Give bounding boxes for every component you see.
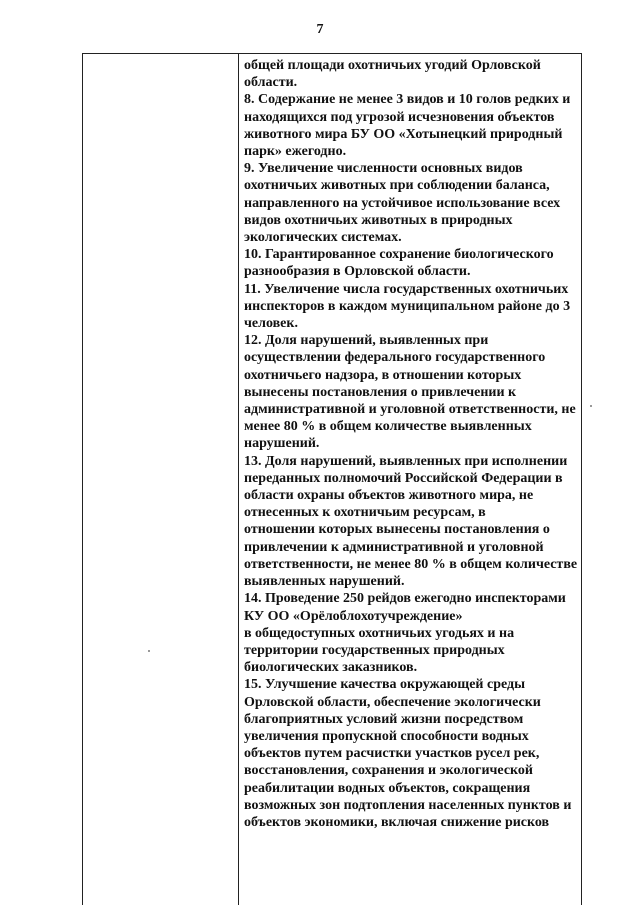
text-line: осуществлении федерального государственного <box>244 350 546 366</box>
text-line: отношении которых вынесены постановления о <box>244 522 550 538</box>
table-left-column <box>83 54 239 905</box>
text-line: восстановления, сохранения и экологической <box>244 763 533 779</box>
text-line: нарушений. <box>244 436 320 452</box>
text-line: 10. Гарантированное сохранение биологического <box>244 247 554 263</box>
list-item <box>244 281 579 333</box>
text-line: 11. Увеличение числа государственных охотничьих <box>244 281 569 297</box>
text-line: охотничьего надзора, в отношении которых <box>244 367 522 383</box>
text-line: территории государственных природных <box>244 642 505 658</box>
list-item <box>244 57 579 91</box>
list-item <box>244 332 579 452</box>
text-line: области охраны объектов животного мира, не <box>244 488 534 504</box>
text-line: выявленных нарушений. <box>244 574 405 590</box>
text-line: человек. <box>244 316 298 332</box>
list-item <box>244 590 579 676</box>
text-line: менее 80 % в общем количестве выявленных <box>244 419 532 435</box>
text-line: направленного на устойчивое использование всех <box>244 195 561 211</box>
document-table <box>82 53 582 905</box>
text-line: Орловской области, обеспечение экологически <box>244 694 541 710</box>
text-line: возможных зон подтопления населенных пунктов и <box>244 797 572 813</box>
list-item <box>244 160 579 246</box>
text-line: административной и уголовной ответственности, не <box>244 402 576 418</box>
text-line: переданных полномочий Российской Федерации в <box>244 470 563 486</box>
text-line: благоприятных условий жизни посредством <box>244 711 524 727</box>
list-item <box>244 91 579 160</box>
list-item <box>244 676 579 831</box>
text-line: охотничьих животных при соблюдении баланса, <box>244 178 550 194</box>
text-line: объектов путем расчистки участков русел рек, <box>244 746 540 762</box>
text-line: КУ ОО «Орёлоблохотучреждение» <box>244 608 463 624</box>
scan-speck <box>148 650 150 652</box>
text-line: 9. Увеличение численности основных видов <box>244 161 523 177</box>
text-line: области. <box>244 75 298 91</box>
text-line: в общедоступных охотничьих угодьях и на <box>244 625 515 641</box>
text-line: 12. Доля нарушений, выявленных при <box>244 333 489 349</box>
text-line: привлечении к административной и уголовной <box>244 539 544 555</box>
list-item <box>244 246 579 280</box>
text-line: отнесенных к охотничьим ресурсам, в <box>244 505 486 521</box>
text-line: видов охотничьих животных в природных <box>244 212 513 228</box>
list-item <box>244 453 579 591</box>
text-line: ответственности, не менее 80 % в общем количестве <box>244 556 578 572</box>
text-line: 13. Доля нарушений, выявленных при исполнении <box>244 453 568 469</box>
text-line: 8. Содержание не менее 3 видов и 10 голов редких и <box>244 92 571 108</box>
text-line: парк» ежегодно. <box>244 144 347 160</box>
text-line: экологических системах. <box>244 230 402 246</box>
text-line: реабилитации водных объектов, сокращения <box>244 780 531 796</box>
text-line: увеличения пропускной способности водных <box>244 728 529 744</box>
text-line: биологических заказников. <box>244 660 418 676</box>
text-line: вынесены постановления о привлечении к <box>244 384 517 400</box>
text-line: инспекторов в каждом муниципальном районе до 3 <box>244 298 571 314</box>
text-line: объектов экономики, включая снижение рисков <box>244 814 550 830</box>
text-line: 15. Улучшение качества окружающей среды <box>244 677 526 693</box>
text-line: разнообразия в Орловской области. <box>244 264 471 280</box>
text-line: находящихся под угрозой исчезновения объектов <box>244 109 555 125</box>
text-line: животного мира БУ ОО «Хотынецкий природный <box>244 126 563 142</box>
scan-speck <box>590 405 592 407</box>
text-line: общей площади охотничьих угодий Орловской <box>244 58 541 73</box>
text-line: 14. Проведение 250 рейдов ежегодно инспекторами <box>244 591 566 607</box>
table-right-column <box>244 57 579 831</box>
page-number: 7 <box>316 22 324 37</box>
